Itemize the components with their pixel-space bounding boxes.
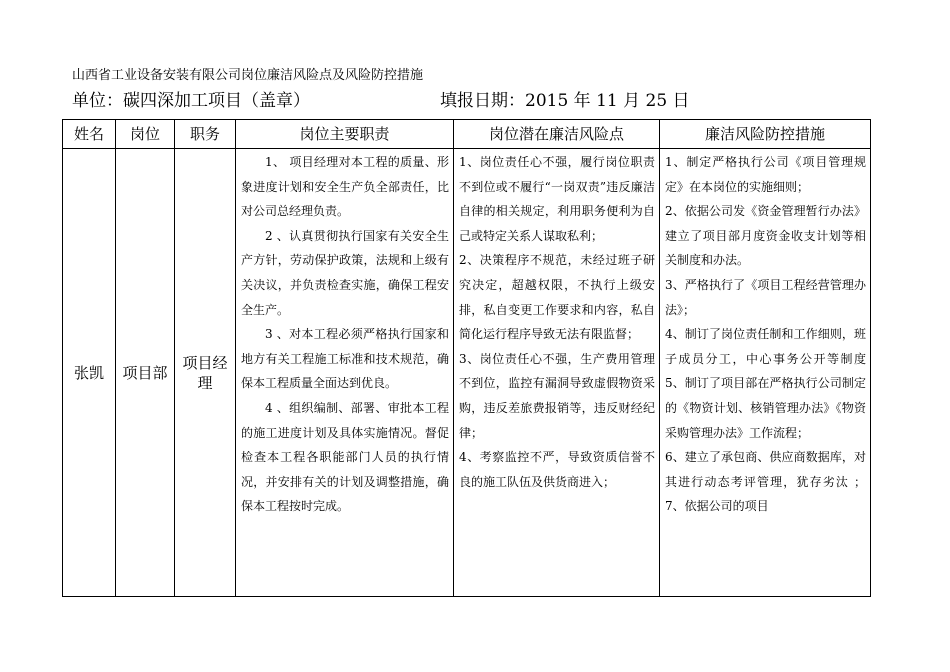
risk-table [62,119,871,597]
col-header-duties: 岗位主要职责 [236,120,454,149]
measure-item-2: 2、依据公司发《资金管理暂行办法》建立了项目部月度资金收支计划等相关制度和办法。 [665,204,866,268]
cell-title: 项目经理 [175,149,236,597]
cell-post: 项目部 [116,149,175,597]
table-header-row [63,120,871,149]
measure-item-1: 1、制定严格执行公司《项目管理规定》在本岗位的实施细则； [665,155,866,194]
measure-item-5: 6、建立了承包商、供应商数据库，对其进行动态考评管理，犹存劣汰 ；7、依据公司的项目 [665,450,866,514]
col-header-measures: 廉洁风险防控措施 [660,120,871,149]
document-title: 山西省工业设备安装有限公司岗位廉洁风险点及风险防控措施 [72,68,424,83]
measure-item-4: 4、制订了岗位责任制和工作细则，班子成员分工，中心事务公开等制度 5、制订了项目部在严格执行公司制定的《物资计划、核销管理办法》《物资采购管理办法》工作流程； [665,327,866,440]
risk-item-4: 4、考察监控不严，导致资质信誉不良的施工队伍及供货商进入； [459,450,655,489]
col-header-title: 职务 [175,120,236,149]
cell-risks [454,149,660,597]
cell-name: 张凯 [63,149,116,597]
risk-item-3: 3、岗位责任心不强，生产费用管理不到位，监控有漏洞导致虚假物资采购，违反差旅费报销等，违反财经纪律； [459,351,655,440]
unit-label: 单位：碳四深加工项目（盖章） [72,91,310,111]
risk-item-1: 1、岗位责任心不强，履行岗位职责不到位或不履行“一岗双责”违反廉洁自律的相关规定，利用职务便利为自己或特定关系人谋取私利； [459,155,655,243]
cell-duties [236,149,454,597]
table-row [63,149,871,597]
cell-measures [660,149,871,597]
duty-item-2: 2 、认真贯彻执行国家有关安全生产方针，劳动保护政策，法规和上级有关决议，并负责检查实施，确保工程安全生产。 [241,228,449,317]
col-header-post: 岗位 [116,120,175,149]
col-header-risks: 岗位潜在廉洁风险点 [454,120,660,149]
risk-item-2: 2、决策程序不规范，未经过班子研究决定，超越权限，不执行上级安排，私自变更工作要求和内容，私自简化运行程序导致无法有限监督； [459,253,655,342]
duty-item-4: 4 、组织编制、部署、审批本工程的施工进度计划及具体实施情况。督促检查本工程各职能部门人员的执行情况，并安排有关的计划及调整措施，确保本工程按时完成。 [241,400,449,514]
report-date: 填报日期：2015 年 11 月 25 日 [440,91,690,111]
measure-item-3: 3、严格执行了《项目工程经营管理办法》； [665,277,866,317]
duty-item-3: 3 、对本工程必须严格执行国家和地方有关工程施工标准和技术规范，确保本工程质量全面达到优良。 [241,327,449,391]
duty-item-1: 1、 项目经理对本工程的质量、形象进度计划和安全生产负全部责任，比对公司总经理负责。 [241,155,449,219]
col-header-name: 姓名 [63,120,116,149]
